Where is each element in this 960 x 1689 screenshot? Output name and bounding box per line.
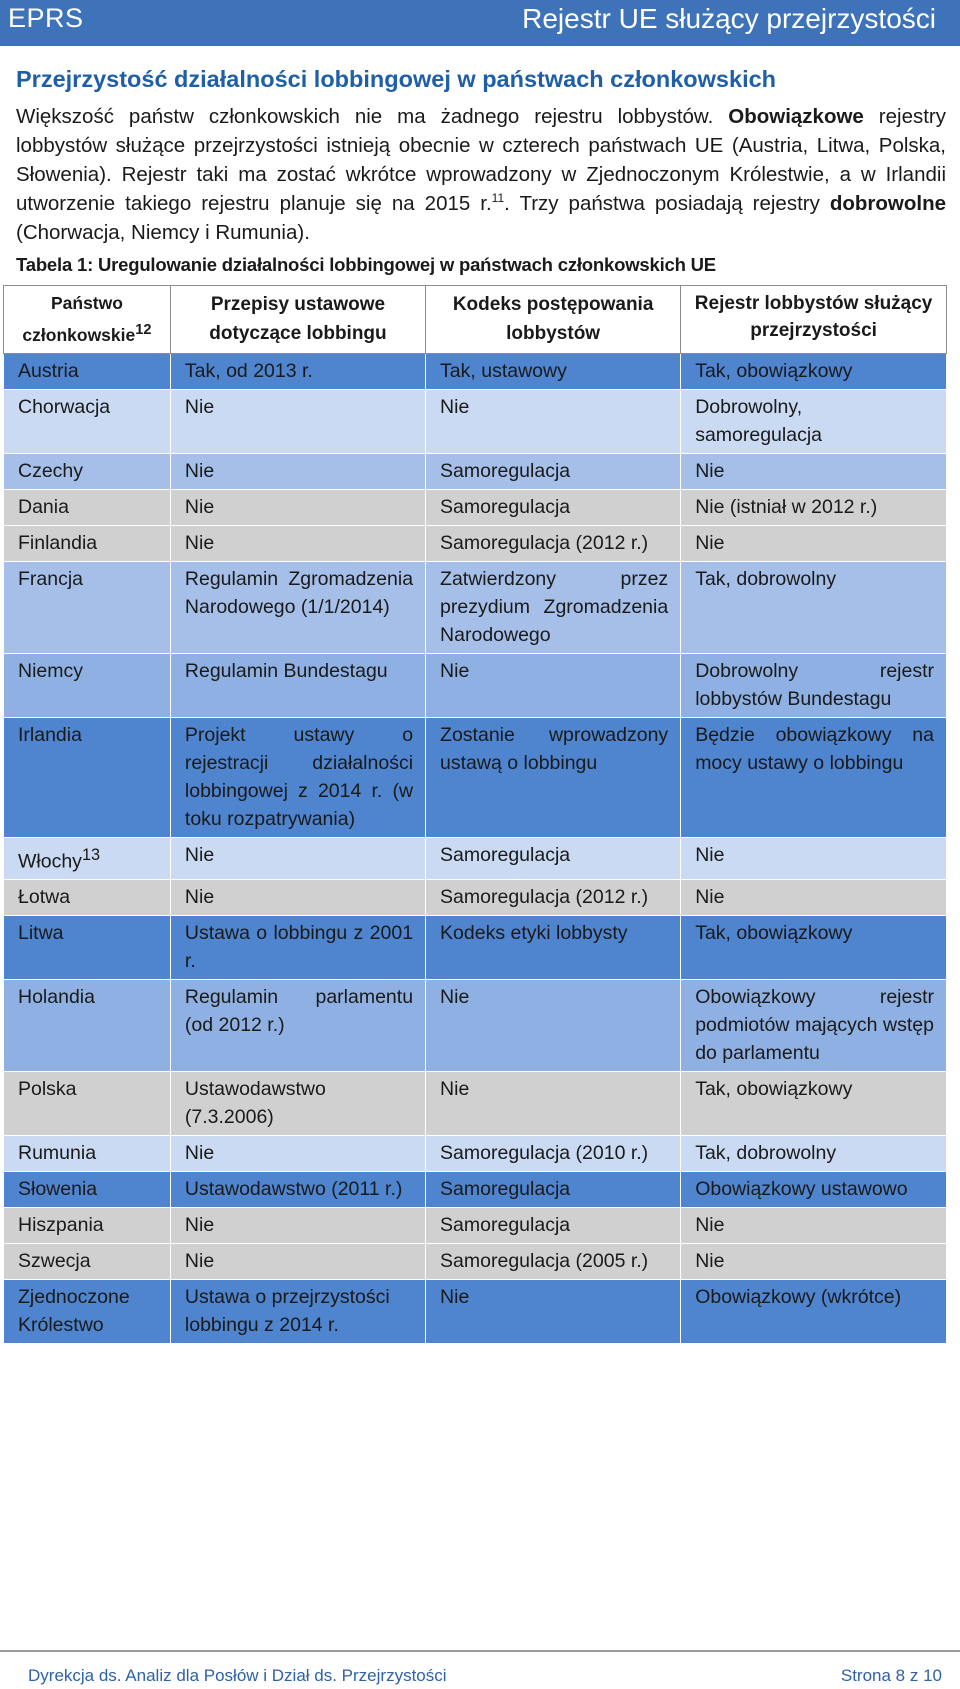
- cell-state: Austria: [4, 353, 171, 389]
- header-transparency-register: Rejestr lobbystów służący przejrzystości: [681, 286, 947, 354]
- cell-register: Nie: [681, 1244, 947, 1280]
- cell-law: Ustawa o przejrzystości lobbingu z 2014 r.: [170, 1280, 425, 1344]
- cell-state: Irlandia: [4, 717, 171, 837]
- cell-register: Nie: [681, 880, 947, 916]
- cell-law: Ustawa o lobbingu z 2001 r.: [170, 916, 425, 980]
- table-row: [4, 1172, 947, 1208]
- cell-code: Tak, ustawowy: [426, 353, 681, 389]
- cell-code: Samoregulacja: [426, 453, 681, 489]
- cell-law: Nie: [170, 1244, 425, 1280]
- cell-law: Ustawodawstwo (2011 r.): [170, 1172, 425, 1208]
- cell-state: Zjednoczone Królestwo: [4, 1280, 171, 1344]
- cell-register: Tak, obowiązkowy: [681, 1072, 947, 1136]
- cell-code: Samoregulacja: [426, 837, 681, 880]
- cell-state: Rumunia: [4, 1136, 171, 1172]
- cell-state: Włochy$^{13}$: [4, 837, 171, 880]
- table-row: [4, 1072, 947, 1136]
- cell-register: Tak, obowiązkowy: [681, 916, 947, 980]
- footnote-ref[interactable]: 12: [135, 322, 152, 338]
- cell-law: Ustawodawstwo (7.3.2006): [170, 1072, 425, 1136]
- table-header-row: [4, 286, 947, 354]
- cell-register: Nie (istniał w 2012 r.): [681, 489, 947, 525]
- cell-code: Samoregulacja: [426, 1172, 681, 1208]
- header-member-state: Państwo członkowskie$^{12}$: [4, 286, 171, 354]
- lobbying-regulation-table: [3, 285, 947, 1344]
- cell-law: Projekt ustawy o rejestracji działalności lobbingowej z 2014 r. (w toku rozpatrywania): [170, 717, 425, 837]
- table-row: [4, 916, 947, 980]
- cell-register: Nie: [681, 453, 947, 489]
- table-row: [4, 389, 947, 453]
- cell-law: Regulamin Bundestagu: [170, 653, 425, 717]
- cell-state: Słowenia: [4, 1172, 171, 1208]
- table-row: [4, 1280, 947, 1344]
- cell-register: Dobrowolny, samoregulacja: [681, 389, 947, 453]
- cell-law: Nie: [170, 489, 425, 525]
- cell-state: Francja: [4, 561, 171, 653]
- footnote-ref[interactable]: 13: [81, 845, 101, 864]
- cell-register: Obowiązkowy (wkrótce): [681, 1280, 947, 1344]
- cell-state: Chorwacja: [4, 389, 171, 453]
- cell-state: Szwecja: [4, 1244, 171, 1280]
- cell-state: Hiszpania: [4, 1208, 171, 1244]
- cell-state: Dania: [4, 489, 171, 525]
- cell-code: Samoregulacja (2010 r.): [426, 1136, 681, 1172]
- table-row: [4, 837, 947, 880]
- cell-law: Nie: [170, 837, 425, 880]
- cell-code: Kodeks etyki lobbysty: [426, 916, 681, 980]
- cell-state: Finlandia: [4, 525, 171, 561]
- cell-code: Samoregulacja: [426, 489, 681, 525]
- cell-state: Holandia: [4, 980, 171, 1072]
- table-row: [4, 1244, 947, 1280]
- cell-law: Tak, od 2013 r.: [170, 353, 425, 389]
- cell-state: Czechy: [4, 453, 171, 489]
- cell-register: Tak, dobrowolny: [681, 1136, 947, 1172]
- cell-law: Regulamin parlamentu (od 2012 r.): [170, 980, 425, 1072]
- cell-register: Obowiązkowy rejestr podmiotów mających wstęp do parlamentu: [681, 980, 947, 1072]
- header-publisher: EPRS: [8, 3, 84, 33]
- cell-code: Nie: [426, 653, 681, 717]
- cell-state: Łotwa: [4, 880, 171, 916]
- footnote-ref[interactable]: 11: [491, 191, 505, 206]
- page-content: [16, 64, 946, 1344]
- table-row: [4, 980, 947, 1072]
- cell-law: Nie: [170, 525, 425, 561]
- cell-law: Nie: [170, 880, 425, 916]
- page-header: [0, 0, 960, 46]
- cell-register: Nie: [681, 837, 947, 880]
- table-row: [4, 453, 947, 489]
- cell-register: Tak, dobrowolny: [681, 561, 947, 653]
- cell-state: Niemcy: [4, 653, 171, 717]
- cell-code: Nie: [426, 1072, 681, 1136]
- table-row: [4, 1136, 947, 1172]
- table-row: [4, 1208, 947, 1244]
- table-row: [4, 561, 947, 653]
- table-row: [4, 525, 947, 561]
- table-row: [4, 653, 947, 717]
- table-row: [4, 717, 947, 837]
- table-caption: Tabela 1: Uregulowanie działalności lobbingowej w państwach członkowskich UE: [16, 254, 716, 275]
- cell-state: Polska: [4, 1072, 171, 1136]
- header-statutory-provisions: Przepisy ustawowe dotyczące lobbingu: [170, 286, 425, 354]
- page-number: Strona 8 z 10: [840, 1666, 942, 1685]
- cell-code: Samoregulacja (2005 r.): [426, 1244, 681, 1280]
- header-code-of-conduct: Kodeks postępowania lobbystów: [426, 286, 681, 354]
- cell-code: Samoregulacja (2012 r.): [426, 880, 681, 916]
- cell-register: Będzie obowiązkowy na mocy ustawy o lobbingu: [681, 717, 947, 837]
- cell-law: Nie: [170, 389, 425, 453]
- section-title: Przejrzystość działalności lobbingowej w państwach członkowskich: [16, 66, 777, 92]
- cell-code: Zatwierdzony przez prezydium Zgromadzenia Narodowego: [426, 561, 681, 653]
- cell-law: Nie: [170, 1136, 425, 1172]
- footer-department: Dyrekcja ds. Analiz dla Posłów i Dział ds. Przejrzystości: [28, 1666, 447, 1685]
- cell-code: Nie: [426, 389, 681, 453]
- cell-state: Litwa: [4, 916, 171, 980]
- cell-register: Obowiązkowy ustawowo: [681, 1172, 947, 1208]
- cell-code: Zostanie wprowadzony ustawą o lobbingu: [426, 717, 681, 837]
- cell-law: Nie: [170, 453, 425, 489]
- table-row: [4, 353, 947, 389]
- page-footer: [0, 1650, 960, 1685]
- cell-register: Tak, obowiązkowy: [681, 353, 947, 389]
- intro-paragraph: Większość państw członkowskich nie ma żadnego rejestru lobbystów. Obowiązkowe rejestry lobbystów służące przejrzystości istnieją obecnie w czterech państwach UE (Austria, Litwa, Polska, Słowenia). Rejestr taki ma zostać wkrótce wprowadzony w Zjednoczonym Królestwie, a w Irlandii utworzenie takiego rejestru planuje się na 2015 r.$^{11}$. Trzy państwa posiadają rejestry dobrowolne (Chorwacja, Niemcy i Rumunia).: [16, 105, 947, 244]
- cell-law: Nie: [170, 1208, 425, 1244]
- cell-code: Nie: [426, 1280, 681, 1344]
- cell-register: Nie: [681, 1208, 947, 1244]
- cell-code: Samoregulacja: [426, 1208, 681, 1244]
- cell-register: Nie: [681, 525, 947, 561]
- header-document-title: Rejestr UE służący przejrzystości: [522, 3, 936, 34]
- table-row: [4, 489, 947, 525]
- cell-law: Regulamin Zgromadzenia Narodowego (1/1/2014): [170, 561, 425, 653]
- cell-code: Samoregulacja (2012 r.): [426, 525, 681, 561]
- cell-register: Dobrowolny rejestr lobbystów Bundestagu: [681, 653, 947, 717]
- table-row: [4, 880, 947, 916]
- cell-code: Nie: [426, 980, 681, 1072]
